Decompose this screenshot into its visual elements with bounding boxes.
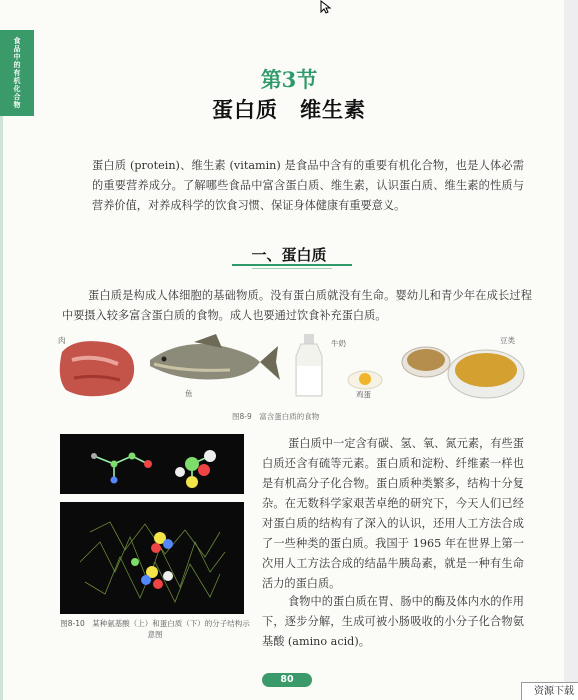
beans-label: 豆类 (500, 336, 515, 345)
section-title: 蛋白质 维生素 (212, 98, 366, 122)
resource-download-tab[interactable]: 资源下载 (521, 682, 578, 700)
subsection-heading: 一、蛋白质 (251, 246, 327, 264)
side-margin-line (0, 116, 3, 700)
fish-label: 鱼 (185, 389, 193, 398)
page-number-badge: 80 (262, 673, 312, 687)
egg-label: 鸡蛋 (356, 390, 371, 399)
heading-underline (232, 264, 352, 266)
section-number: 第3节 (260, 67, 318, 92)
meat-image (60, 341, 134, 396)
figure-8-9-caption: 图8-9 富含蛋白质的食物 (232, 412, 320, 421)
intro-paragraph: 蛋白质 (protein)、维生素 (vitamin) 是食品中含有的重要有机化合物，也是人体必需的重要营养成分。了解哪些食品中富含蛋白质、维生素，认识蛋白质、维生素的性质与营养价值，对养成科学的饮食习惯、保证身体健康有重要意义。 (92, 159, 524, 212)
amino-acid-structure-image (60, 434, 244, 494)
mouse-cursor-icon (320, 0, 334, 14)
milk-image (296, 334, 322, 396)
protein-foods-figure (54, 330, 534, 406)
meat-label: 肉 (58, 336, 66, 345)
protein-digestion-paragraph: 食物中的蛋白质在胃、肠中的酶及体内水的作用下，逐步分解，生成可被小肠吸收的小分子化合物氨基酸 (amino acid)。 (262, 595, 524, 648)
protein-composition-paragraph: 蛋白质中一定含有碳、氢、氧、氮元素，有些蛋白质还含有硫等元素。蛋白质和淀粉、纤维素一样也是有机高分子化合物。蛋白质种类繁多，结构十分复杂。在无数科学家艰苦卓绝的研究下，今天人们已经对蛋白质的结构有了深入的认识，还用人工方法合成了一些种类的蛋白质。我国于 1965 年在世界上第一次用人工方法合成的结晶牛胰岛素，就是一种有生命活力的蛋白质。 (262, 437, 524, 590)
page-edge-shadow (564, 0, 578, 700)
milk-label: 牛奶 (331, 339, 346, 348)
chapter-side-tab: 食品中的有机化合物 (0, 30, 34, 116)
protein-model (60, 502, 244, 614)
figure-8-10-caption: 图8-10 某种氨基酸（上）和蛋白质（下）的分子结构示意图 (60, 619, 250, 639)
protein-structure-image (60, 502, 244, 614)
egg-image (348, 371, 382, 389)
heading-underline-thin (252, 268, 332, 269)
amino-acid-model (60, 434, 244, 494)
beans-image (402, 347, 524, 398)
protein-paragraph: 蛋白质是构成人体细胞的基础物质。没有蛋白质就没有生命。婴幼儿和青少年在成长过程中要摄入较多富含蛋白质的食物。成人也要通过饮食补充蛋白质。 (62, 289, 532, 322)
fish-image (150, 334, 280, 380)
